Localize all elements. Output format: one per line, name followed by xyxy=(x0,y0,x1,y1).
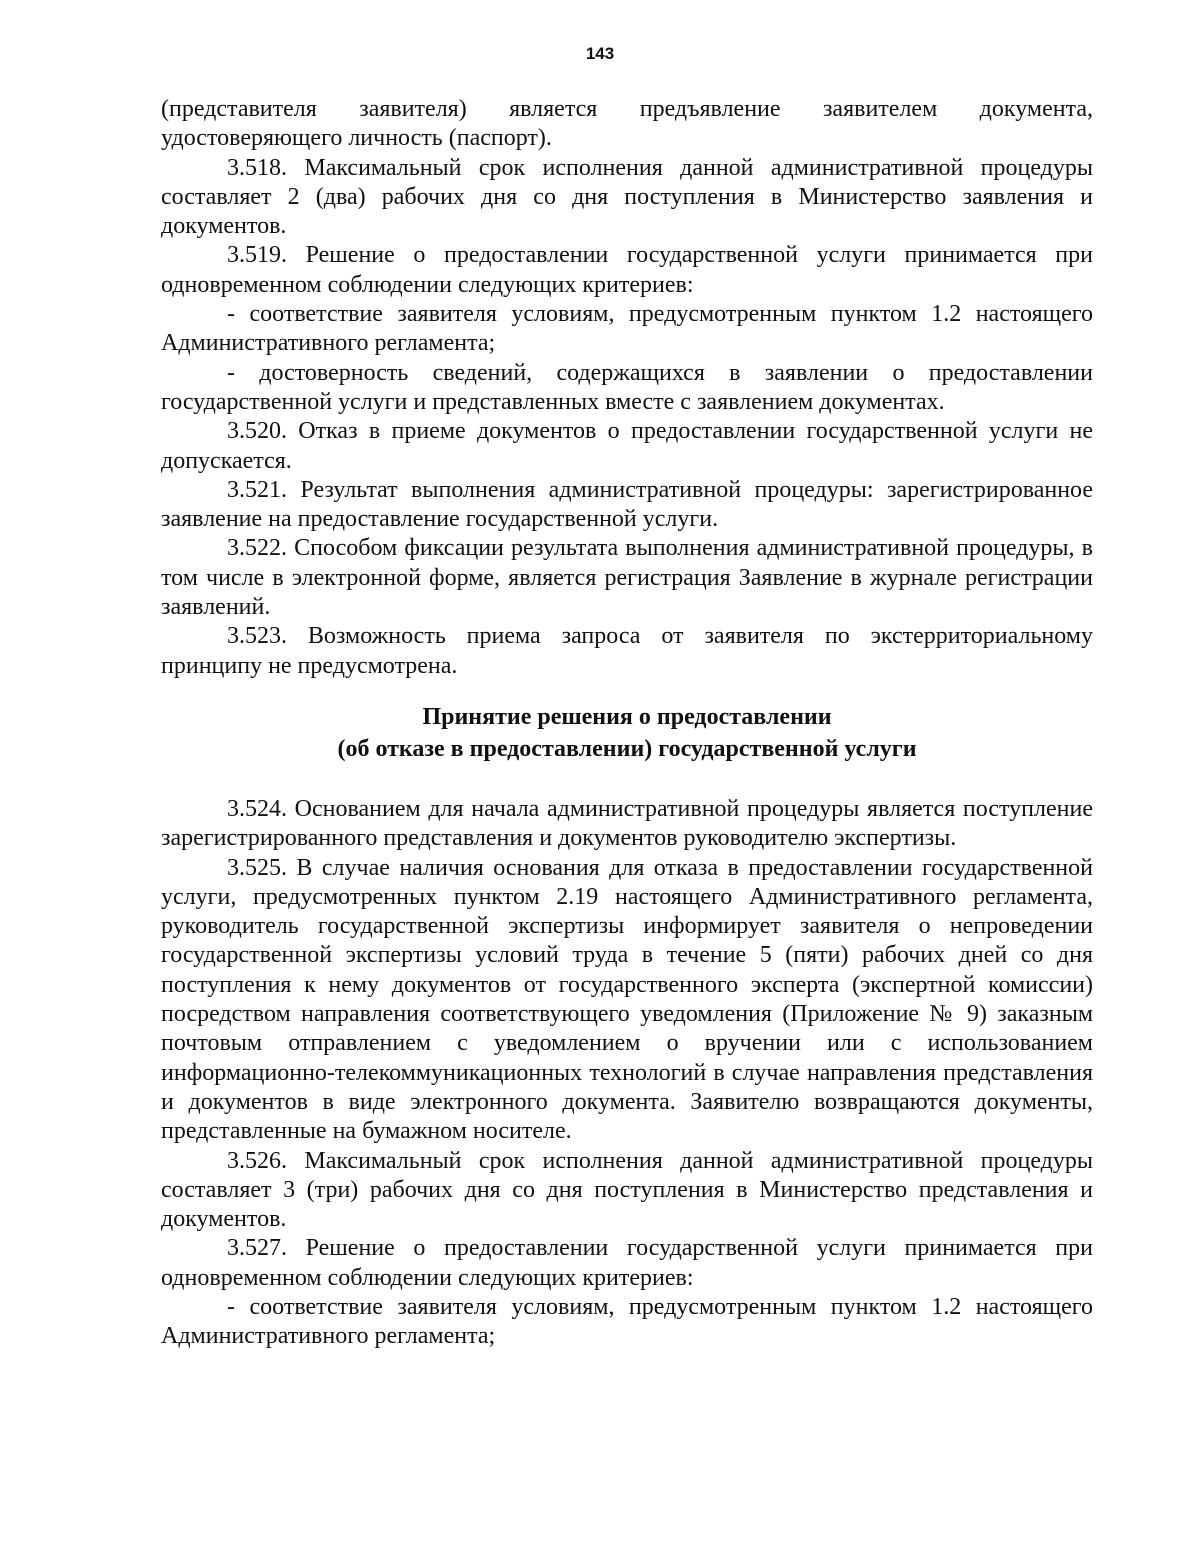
criteria-item-conformity: - соответствие заявителя условиям, предусмотренным пунктом 1.2 настоящего Административного регламента; xyxy=(161,301,1093,357)
document-body xyxy=(161,95,1093,1352)
paragraph-continuation: (представителя заявителя) является предъявление заявителем документа, удостоверяющего личность (паспорт). xyxy=(161,96,1093,152)
paragraph-3-521: 3.521. Результат выполнения административной процедуры: зарегистрированное заявление на предоставление государственной услуги. xyxy=(161,476,1093,533)
paragraph-3-527: 3.527. Решение о предоставлении государственной услуги принимается при одновременном соблюдении следующих критериев: xyxy=(161,1235,1093,1291)
criteria-item-conformity-2: - соответствие заявителя условиям, предусмотренным пунктом 1.2 настоящего Административного регламента; xyxy=(161,1293,1093,1350)
paragraph-3-518: 3.518. Максимальный срок исполнения данной административной процедуры составляет 2 (два) рабочих дня со дня поступления в Министерство заявления и документов. xyxy=(161,154,1093,240)
page-number: 143 xyxy=(585,44,615,63)
paragraph-3-523: 3.523. Возможность приема запроса от заявителя по экстерриториальному принципу не предусмотрена. xyxy=(161,623,1093,679)
paragraph-3-526: 3.526. Максимальный срок исполнения данной административной процедуры составляет 3 (три) рабочих дня со дня поступления в Министерство представления и документов. xyxy=(161,1147,1093,1233)
paragraph-3-524: 3.524. Основанием для начала административной процедуры является поступление зарегистрированного представления и документов руководителю экспертизы. xyxy=(161,795,1093,852)
section-heading-line-2: (об отказе в предоставлении) государственной услуги xyxy=(337,735,917,762)
paragraph-3-522: 3.522. Способом фиксации результата выполнения административной процедуры, в том числе в электронной форме, является регистрация Заявление в журнале регистрации заявлений. xyxy=(161,535,1093,621)
paragraph-3-519: 3.519. Решение о предоставлении государственной услуги принимается при одновременном соблюдении следующих критериев: xyxy=(161,242,1093,298)
paragraph-3-525: 3.525. В случае наличия основания для отказа в предоставлении государственной услуги, предусмотренных пунктом 2.19 настоящего Административного регламента, руководитель государственной экспертизы информирует заявителя о непроведении государственной экспертизы условий труда в течение 5 (пяти) рабочих дней со дня поступления к нему документов от государственного эксперта (экспертной комиссии) посредством направления соответствующего уведомления (Приложение № 9) заказным почтовым отправлением с уведомлением о вручении или с использованием информационно-телекоммуникационных технологий в случае направления представления и документов в виде электронного документа. Заявителю возвращаются документы, представленные на бумажном носителе. xyxy=(161,854,1093,1145)
paragraph-3-520: 3.520. Отказ в приеме документов о предоставлении государственной услуги не допускается. xyxy=(161,418,1093,474)
criteria-item-reliability: - достоверность сведений, содержащихся в заявлении о предоставлении государственной услуги и представленных вместе с заявлением документах. xyxy=(161,359,1093,415)
section-heading xyxy=(161,701,1093,765)
section-heading-line-1: Принятие решения о предоставлении xyxy=(422,703,832,730)
